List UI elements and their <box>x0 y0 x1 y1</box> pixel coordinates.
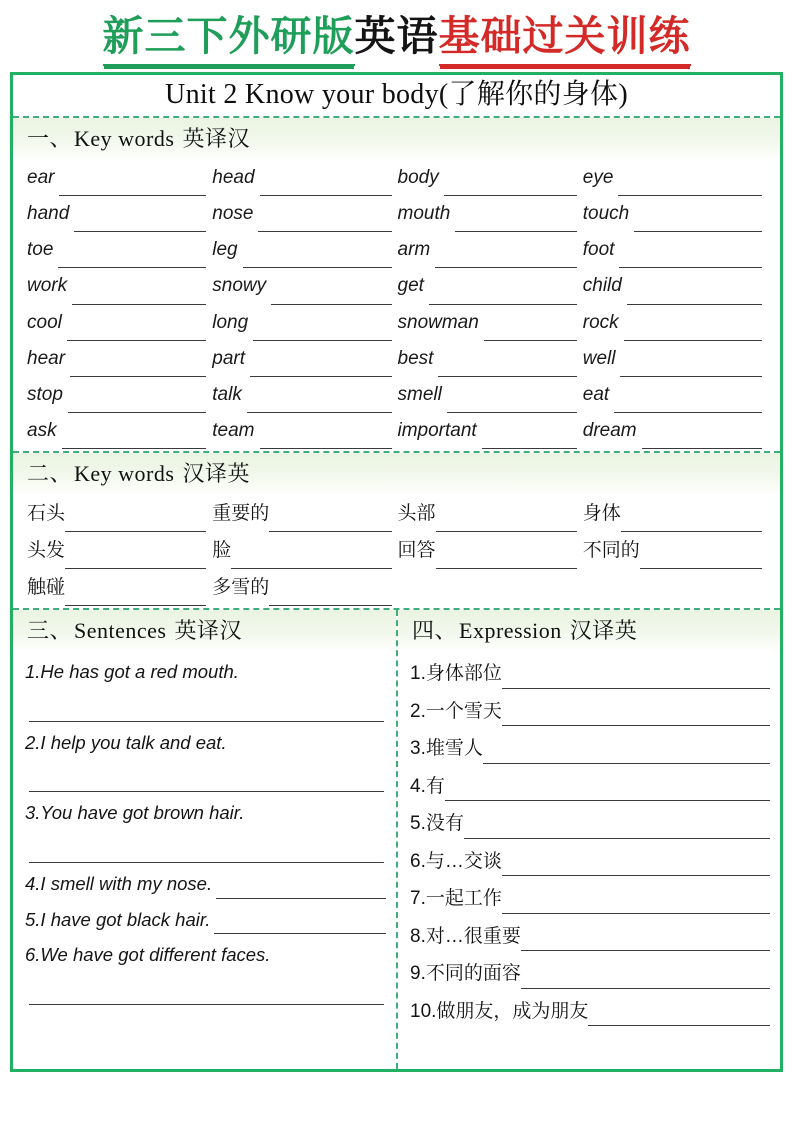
expression-item <box>410 960 770 989</box>
word-entry <box>212 268 397 304</box>
word-row <box>27 268 768 304</box>
word-label: leg <box>212 239 238 261</box>
answer-blank[interactable] <box>483 742 770 764</box>
answer-blank[interactable] <box>484 319 577 341</box>
answer-blank[interactable] <box>521 929 770 951</box>
section-3-index: 三、 <box>27 618 73 644</box>
answer-blank[interactable] <box>231 547 391 569</box>
word-entry <box>212 532 397 569</box>
answer-blank[interactable] <box>634 210 762 232</box>
word-row <box>27 341 768 377</box>
word-row <box>27 532 768 569</box>
section-4-title: Expression <box>459 618 562 644</box>
answer-blank[interactable] <box>29 970 384 1005</box>
word-label: 多雪的 <box>212 577 270 599</box>
word-entry <box>583 377 768 413</box>
section-2-word-grid <box>13 493 780 608</box>
answer-blank[interactable] <box>455 210 576 232</box>
word-entry <box>583 305 768 341</box>
answer-blank[interactable] <box>65 584 206 606</box>
section-header-1 <box>13 118 780 158</box>
word-entry <box>583 495 768 532</box>
word-entry <box>27 495 212 532</box>
answer-blank[interactable] <box>65 547 206 569</box>
word-entry <box>583 196 768 232</box>
word-entry <box>398 160 583 196</box>
word-row <box>27 232 768 268</box>
word-entry <box>583 413 768 449</box>
expression-text: 10.做朋友，成为朋友 <box>410 1000 589 1022</box>
word-entry <box>212 160 397 196</box>
expression-text: 3.堆雪人 <box>410 738 483 760</box>
section-header-4 <box>398 610 780 650</box>
word-entry <box>583 532 768 569</box>
answer-blank[interactable] <box>620 355 762 377</box>
word-entry <box>212 341 397 377</box>
page-title: Unit 2 Know your body(了解你的身体) <box>165 79 628 110</box>
expression-item <box>410 923 770 952</box>
word-label: 身体 <box>582 502 621 524</box>
expression-text: 4.有 <box>410 775 445 797</box>
word-label: get <box>397 275 424 297</box>
word-entry <box>27 268 212 304</box>
sentence-text: 5.I have got black hair. <box>25 908 211 930</box>
word-label: body <box>397 167 439 189</box>
word-label: long <box>212 311 249 333</box>
worksheet-container <box>10 72 783 1072</box>
word-label: important <box>397 419 477 441</box>
expression-text: 8.对…很重要 <box>410 925 521 947</box>
section-3-cn: 英译汉 <box>174 618 242 644</box>
answer-blank[interactable] <box>67 319 206 341</box>
section-4-body <box>398 650 780 1069</box>
word-label: well <box>582 347 616 369</box>
sentence-item <box>25 906 386 935</box>
word-entry <box>27 377 212 413</box>
word-label: part <box>212 347 245 369</box>
answer-blank[interactable] <box>521 967 770 989</box>
answer-blank[interactable] <box>260 427 392 449</box>
word-entry <box>583 160 768 196</box>
word-entry <box>398 495 583 532</box>
answer-blank[interactable] <box>447 391 577 413</box>
word-entry <box>583 232 768 268</box>
section-header-2 <box>13 453 780 493</box>
word-entry <box>27 305 212 341</box>
section-2-index: 二、 <box>27 460 73 486</box>
answer-blank[interactable] <box>253 319 391 341</box>
word-entry <box>398 413 583 449</box>
answer-blank[interactable] <box>70 355 206 377</box>
section-4-cn: 汉译英 <box>569 618 638 644</box>
word-label: work <box>27 275 68 297</box>
answer-blank[interactable] <box>429 283 577 305</box>
word-label: rock <box>582 311 619 333</box>
section-header-3 <box>13 610 396 650</box>
answer-blank[interactable] <box>614 391 762 413</box>
word-label: 脸 <box>212 539 232 561</box>
word-entry <box>583 341 768 377</box>
sentence-text: 4.I smell with my nose. <box>25 873 213 895</box>
banner-text-green: 新三下外研版 <box>103 16 355 66</box>
section-1-index: 一、 <box>27 126 73 152</box>
word-row <box>27 495 768 532</box>
word-label: smell <box>397 383 442 405</box>
expression-text: 7.一起工作 <box>410 888 502 910</box>
word-label: team <box>212 419 255 441</box>
answer-blank[interactable] <box>627 283 762 305</box>
expression-text: 5.没有 <box>410 813 464 835</box>
answer-blank[interactable] <box>619 246 762 268</box>
word-row <box>27 377 768 413</box>
answer-blank[interactable] <box>65 510 206 532</box>
sentence-text: 2.I help you talk and eat. <box>25 731 227 753</box>
section-4-index: 四、 <box>412 618 458 644</box>
word-entry <box>212 569 397 606</box>
answer-blank[interactable] <box>464 817 770 839</box>
sentence-text: 1.He has got a red mouth. <box>25 661 239 683</box>
expression-item <box>410 848 770 877</box>
word-entry <box>27 160 212 196</box>
word-label: foot <box>582 239 615 261</box>
section-2-cn: 汉译英 <box>182 460 250 486</box>
expression-text: 9.不同的面容 <box>410 963 521 985</box>
sentence-item <box>25 729 386 758</box>
word-entry <box>212 232 397 268</box>
word-entry <box>398 268 583 304</box>
answer-blank[interactable] <box>74 210 206 232</box>
answer-blank[interactable] <box>642 427 762 449</box>
sentence-text: 3.You have got brown hair. <box>25 802 245 824</box>
word-label: 头部 <box>397 502 436 524</box>
page-banner <box>0 0 793 68</box>
word-entry <box>398 232 583 268</box>
sentence-item <box>25 658 386 687</box>
expression-item <box>410 810 770 839</box>
sentence-item <box>25 941 386 970</box>
lower-sections <box>13 610 780 1069</box>
answer-blank[interactable] <box>250 355 392 377</box>
answer-blank[interactable] <box>58 246 206 268</box>
word-label: eat <box>582 383 610 405</box>
banner-text-black: 英语 <box>354 13 439 59</box>
answer-blank[interactable] <box>214 912 386 934</box>
word-label: mouth <box>397 203 451 225</box>
answer-blank[interactable] <box>502 704 770 726</box>
answer-blank[interactable] <box>269 510 391 532</box>
word-label: snowy <box>212 275 267 297</box>
answer-blank[interactable] <box>59 174 206 196</box>
answer-blank[interactable] <box>271 283 391 305</box>
word-label: arm <box>397 239 431 261</box>
answer-blank[interactable] <box>640 547 762 569</box>
expression-item <box>410 660 770 689</box>
word-label: talk <box>212 383 242 405</box>
section-1-word-grid <box>13 158 780 451</box>
word-label: cool <box>27 311 62 333</box>
word-label: child <box>582 275 622 297</box>
answer-blank[interactable] <box>588 1004 770 1026</box>
answer-blank[interactable] <box>68 391 206 413</box>
section-4-column <box>398 610 780 1069</box>
word-entry <box>398 377 583 413</box>
banner-text-red: 基础过关训练 <box>439 16 691 66</box>
word-label: ear <box>27 167 55 189</box>
word-entry <box>398 196 583 232</box>
word-row <box>27 160 768 196</box>
expression-text: 2.一个雪天 <box>410 700 502 722</box>
expression-item <box>410 773 770 802</box>
answer-blank[interactable] <box>29 757 384 792</box>
word-entry <box>27 413 212 449</box>
answer-blank[interactable] <box>29 687 384 722</box>
answer-blank[interactable] <box>502 892 770 914</box>
word-label: touch <box>582 203 630 225</box>
answer-blank[interactable] <box>72 283 206 305</box>
answer-blank[interactable] <box>62 427 207 449</box>
word-label: 不同的 <box>582 539 640 561</box>
word-label: nose <box>212 203 254 225</box>
word-row <box>27 196 768 232</box>
word-entry <box>212 495 397 532</box>
word-label: eye <box>582 167 614 189</box>
section-3-column <box>13 610 398 1069</box>
word-label: 回答 <box>397 539 436 561</box>
expression-text: 6.与…交谈 <box>410 850 502 872</box>
expression-item <box>410 998 770 1027</box>
answer-blank[interactable] <box>260 174 392 196</box>
expression-item <box>410 698 770 727</box>
word-label: toe <box>27 239 54 261</box>
answer-blank[interactable] <box>624 319 762 341</box>
answer-blank[interactable] <box>621 510 762 532</box>
word-label: snowman <box>397 311 479 333</box>
word-label: dream <box>582 419 637 441</box>
answer-blank[interactable] <box>247 391 392 413</box>
answer-blank[interactable] <box>436 510 577 532</box>
word-row <box>27 305 768 341</box>
sentence-text: 6.We have got different faces. <box>25 944 271 966</box>
section-2-title: Key words <box>74 460 175 486</box>
word-entry <box>212 413 397 449</box>
answer-blank[interactable] <box>435 246 577 268</box>
word-entry <box>398 305 583 341</box>
answer-blank[interactable] <box>502 854 770 876</box>
answer-blank[interactable] <box>29 828 384 863</box>
word-label: 石头 <box>27 502 66 524</box>
section-3-title: Sentences <box>74 618 167 644</box>
answer-blank[interactable] <box>438 355 576 377</box>
word-label: best <box>397 347 434 369</box>
word-label: hand <box>27 203 70 225</box>
word-row <box>27 413 768 449</box>
word-label: ask <box>27 419 57 441</box>
word-entry <box>212 196 397 232</box>
word-label: head <box>212 167 255 189</box>
word-entry <box>27 196 212 232</box>
answer-blank[interactable] <box>502 667 770 689</box>
word-entry <box>212 377 397 413</box>
word-entry <box>27 232 212 268</box>
answer-blank[interactable] <box>269 584 391 606</box>
expression-text: 1.身体部位 <box>410 663 502 685</box>
word-label: 重要的 <box>212 502 270 524</box>
answer-blank[interactable] <box>243 246 392 268</box>
answer-blank[interactable] <box>444 174 577 196</box>
answer-blank[interactable] <box>436 547 577 569</box>
word-label: stop <box>27 383 63 405</box>
word-entry <box>398 341 583 377</box>
expression-item <box>410 735 770 764</box>
word-label: 头发 <box>27 539 66 561</box>
answer-blank[interactable] <box>216 877 386 899</box>
answer-blank[interactable] <box>482 427 577 449</box>
section-3-body <box>13 650 396 1069</box>
word-entry <box>398 532 583 569</box>
sentence-item <box>25 799 386 828</box>
word-label: hear <box>27 347 66 369</box>
section-1-cn: 英译汉 <box>182 126 250 152</box>
word-entry <box>27 532 212 569</box>
word-entry <box>583 268 768 304</box>
word-entry <box>212 305 397 341</box>
answer-blank[interactable] <box>618 174 762 196</box>
answer-blank[interactable] <box>258 210 391 232</box>
section-1-title: Key words <box>74 126 175 152</box>
expression-item <box>410 885 770 914</box>
answer-blank[interactable] <box>445 779 770 801</box>
word-entry <box>27 341 212 377</box>
word-row <box>27 569 768 606</box>
word-entry <box>27 569 212 606</box>
sentence-item <box>25 870 386 899</box>
word-label: 触碰 <box>27 577 66 599</box>
